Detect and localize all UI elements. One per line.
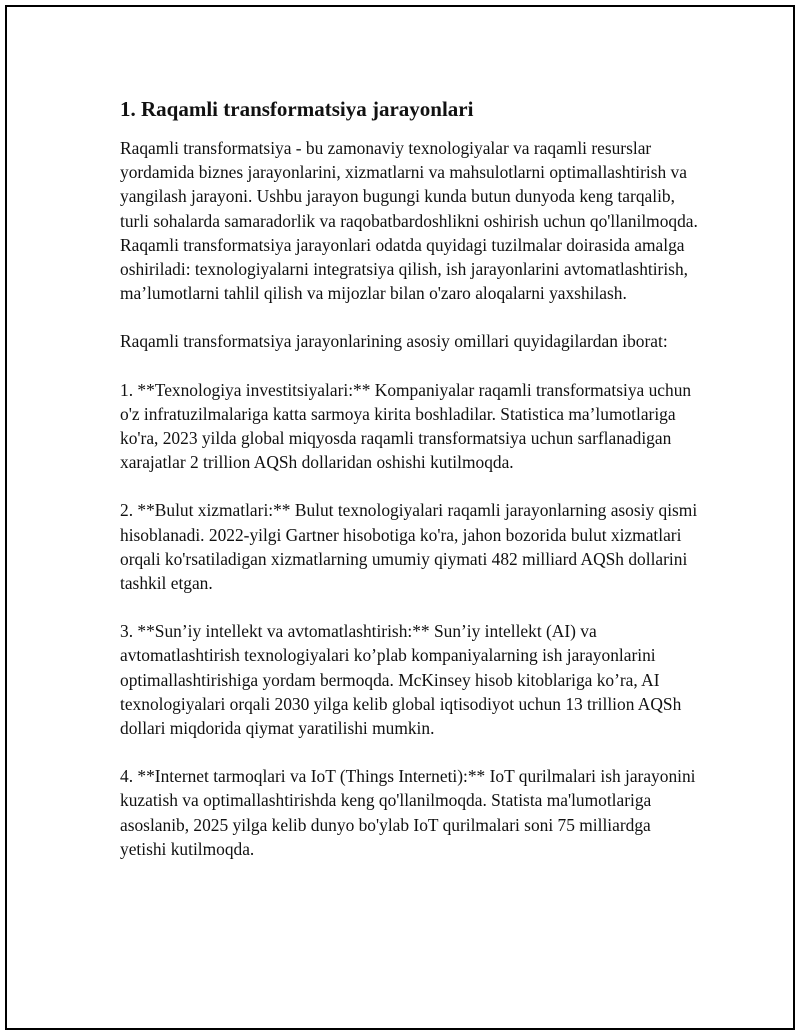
section-heading: 1. Raqamli transformatsiya jarayonlari [120,97,474,121]
document-body [120,95,700,885]
factors-intro-paragraph: Raqamli transformatsiya jarayonlarining asosiy omillari quyidagilardan iborat: [120,331,668,352]
factor-paragraph-cloud-services: 2. **Bulut xizmatlari:** Bulut texnologiyalari raqamli jarayonlarning asosiy qismi hisoblanadi. 2022-yilgi Gartner hisobotiga ko'ra, jahon bozorida bulut xizmatlari orqali ko'rsatiladigan xizmatlarning umumiy qiymati 482 milliard AQSh dollarini tashkil etgan. [120,500,698,594]
intro-paragraph: Raqamli transformatsiya - bu zamonaviy texnologiyalar va raqamli resurslar yordamida biznes jarayonlarini, xizmatlarni va mahsulotlarni optimallashtirish va yangilash jarayoni. Ushbu jarayon bugungi kunda butun dunyoda keng tarqalib, turli sohalarda samaradorlik va raqobatbardoshlikni oshirish uchun qo'llanilmoqda. Raqamli transformatsiya jarayonlari odatda quyidagi tuzilmalar doirasida amalga oshiriladi: texnologiyalarni integratsiya qilish, ish jarayonlarini avtomatlashtirish, ma’lumotlarni tahlil qilish va mijozlar bilan o'zaro aloqalarni yaxshilash. [120,138,698,304]
factor-paragraph-iot: 4. **Internet tarmoqlari va IoT (Things Interneti):** IoT qurilmalari ish jarayonini kuzatish va optimallashtirishda keng qo'llanilmoqda. Statista ma'lumotlariga asoslanib, 2025 yilga kelib dunyo bo'ylab IoT qurilmalari soni 75 milliardga yetishi kutilmoqda. [120,766,696,859]
factor-paragraph-technology-investments: 1. **Texnologiya investitsiyalari:** Kompaniyalar raqamli transformatsiya uchun o'z infratuzilmalariga katta sarmoya kirita boshladilar. Statistica ma’lumotlariga ko'ra, 2023 yilda global miqyosda raqamli transformatsiya uchun sarflanadigan xarajatlar 2 trillion AQSh dollaridan oshishi kutilmoqda. [120,379,692,473]
document-page [5,5,795,1030]
factor-paragraph-ai-automation: 3. **Sun’iy intellekt va avtomatlashtirish:** Sun’iy intellekt (AI) va avtomatlashtirish texnologiyalari ko’plab kompaniyalarning ish jarayonlarini optimallashtirishiga yordam bermoqda. McKinsey hisob kitoblariga ko’ra, AI texnologiyalari orqali 2030 yilga kelib global iqtisodiyot uchun 13 trillion AQSh dollari miqdorida qiymat yaratilishi mumkin. [120,621,682,739]
